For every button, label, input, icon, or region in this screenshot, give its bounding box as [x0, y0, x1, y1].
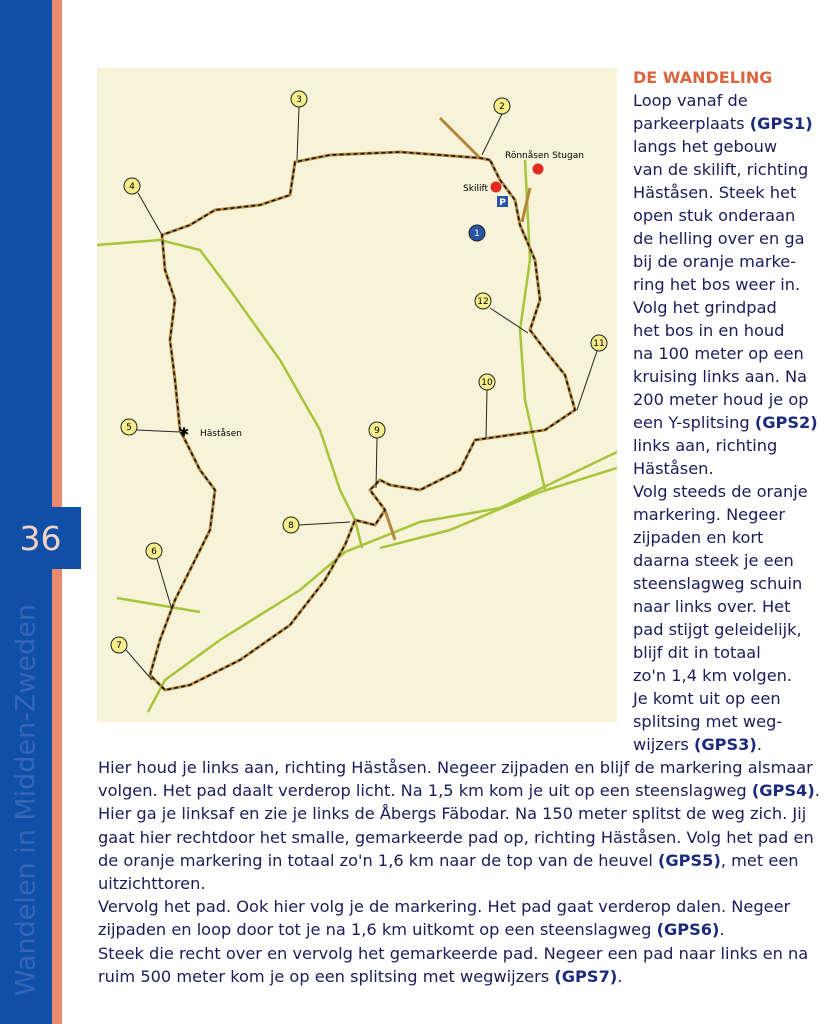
text-line: kruising links aan. Na [633, 367, 808, 386]
stugan-marker [533, 164, 544, 175]
svg-text:4: 4 [129, 182, 135, 192]
svg-text:9: 9 [374, 426, 380, 436]
text-line: links aan, richting [633, 436, 778, 455]
section-heading: DE WANDELING [633, 68, 773, 87]
route-map [97, 68, 617, 722]
text-line: Volg steeds de oranje [633, 482, 808, 501]
text-line: splitsing met weg- [633, 712, 783, 731]
lookout-tower-icon: ✱ [178, 425, 190, 439]
svg-text:2: 2 [499, 102, 505, 112]
walk-description-continued [98, 756, 828, 988]
waypoint-7 [111, 637, 127, 653]
text-line: open stuk onderaan [633, 206, 796, 225]
walk-description-column [633, 66, 828, 756]
text-line: bij de oranje marke- [633, 252, 797, 271]
text-line: ring het bos weer in. [633, 275, 801, 294]
gps-ref: (GPS4) [751, 781, 815, 801]
text-line: de helling over en ga [633, 229, 805, 248]
paragraph: Hier houd je links aan, richting Häståsen. Negeer zijpaden en blijf de markering alsmaar volgen. Het pad daalt verderop licht. Na 1,5 km kom je uit op een steenslagweg (GPS4). Hier ga je linksaf en zie je links de Åbergs Fäbodar. Na 150 meter splitst de weg zich. Jij gaat hier rechtdoor het smalle, gemarkeerde pad op, richting Häståsen. Volg het pad en de oranje markering in totaal zo'n 1,6 km naar de top van de heuvel (GPS5), met een uitzichttoren. [98, 758, 820, 894]
waypoint-9 [369, 422, 385, 438]
svg-text:12: 12 [477, 297, 489, 307]
svg-text:3: 3 [296, 95, 302, 105]
svg-text:5: 5 [126, 423, 132, 433]
paragraph: Steek die recht over en vervolg het gemarkeerde pad. Negeer een pad naar links en na ruim 500 meter kom je op een splitsing met wegwijzers (GPS7). [98, 943, 809, 986]
text-line: langs het gebouw [633, 137, 778, 156]
gps-ref: (GPS1) [749, 114, 813, 133]
text-line: Je komt uit op een [633, 689, 781, 708]
stugan-label: Rönnåsen Stugan [505, 151, 584, 161]
gps-ref: (GPS6) [656, 920, 720, 940]
text-line: naar links over. Het [633, 597, 791, 616]
text-line: het bos in en houd [633, 321, 785, 340]
skilift-label: Skilift [463, 184, 488, 194]
svg-text:1: 1 [474, 229, 480, 239]
text-line: zo'n 1,4 km volgen. [633, 666, 793, 685]
waypoint-3 [291, 91, 307, 107]
waypoint-4 [124, 178, 140, 194]
text-line: na 100 meter op een [633, 344, 804, 363]
text-line: wijzers (GPS3). [633, 735, 762, 754]
book-title: Wandelen in Midden-Zweden [10, 604, 42, 996]
text-line: parkeerplaats (GPS1) [633, 114, 813, 133]
gps-ref: (GPS5) [657, 850, 721, 870]
svg-text:6: 6 [151, 547, 157, 557]
waypoint-8 [283, 517, 299, 533]
svg-text:10: 10 [481, 378, 493, 388]
text-line: pad stijgt geleidelijk, [633, 620, 802, 639]
text-line: daarna steek je een [633, 551, 794, 570]
text-line: Häståsen. [633, 459, 714, 478]
svg-text:8: 8 [288, 521, 294, 531]
text-line: van de skilift, richting [633, 160, 809, 179]
text-line: Loop vanaf de [633, 91, 748, 110]
waypoint-10 [479, 374, 495, 390]
text-line: een Y-splitsing (GPS2) [633, 413, 818, 432]
paragraph: Vervolg het pad. Ook hier volg je de markering. Het pad gaat verderop dalen. Negeer zijpaden en loop door tot je na 1,6 km uitkomt op een steenslagweg (GPS6). [98, 897, 791, 940]
gps-ref: (GPS7) [554, 966, 618, 986]
text-line: Häståsen. Steek het [633, 183, 797, 202]
svg-text:7: 7 [116, 641, 122, 651]
page-number: 36 [0, 507, 81, 569]
waypoint-5 [121, 419, 137, 435]
waypoint-2 [494, 98, 510, 114]
svg-text:P: P [499, 198, 506, 208]
text-line: zijpaden en kort [633, 528, 764, 547]
gps-ref: (GPS3) [693, 735, 757, 754]
text-line: Volg het grindpad [633, 298, 777, 317]
text-line: 200 meter houd je op [633, 390, 809, 409]
waypoint-6 [146, 543, 162, 559]
waypoint-11 [591, 335, 607, 351]
hastasen-label: Häståsen [200, 429, 242, 439]
waypoint-12 [475, 293, 491, 309]
text-line: blijf dit in totaal [633, 643, 761, 662]
gps-ref: (GPS2) [754, 413, 818, 432]
waypoint-1-start [469, 225, 485, 241]
skilift-marker [491, 182, 502, 193]
text-line: markering. Negeer [633, 505, 785, 524]
svg-text:11: 11 [593, 339, 605, 349]
text-line: steenslagweg schuin [633, 574, 803, 593]
